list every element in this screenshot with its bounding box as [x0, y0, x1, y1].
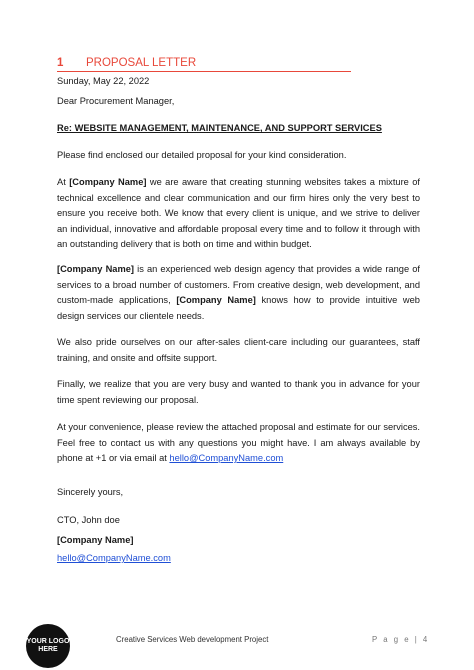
signer-company: [Company Name] [57, 535, 134, 545]
paragraph-1: At [Company Name] we are aware that creating stunning websites takes a mixture of technical excellence and clear communication and our firm hires only the very best to ensure you receive both. We know that every client is unique, and we strive to deliver an individual, innovative and affordable proposal every time and to follow it through with an outstanding delivery that is both on time and within budget. [57, 177, 420, 250]
company-logo: YOUR LOGO HERE [26, 624, 70, 668]
contact-email-link[interactable]: hello@CompanyName.com [169, 453, 284, 464]
subject-line: Re: WEBSITE MANAGEMENT, MAINTENANCE, AND SUPPORT SERVICES [57, 123, 382, 133]
footer-page-number: P a g e | 4 [372, 635, 430, 644]
paragraph-2: [Company Name] is an experienced web design agency that provides a wide range of services to a broad number of customers. From creative design, web development, and custom-made applications, [Company Name] knows how to provide intuitive web design services our clientele needs. [57, 264, 420, 321]
paragraph-4: Finally, we realize that you are very busy and wanted to thank you in advance for your time spent reviewing our proposal. [57, 379, 420, 405]
footer-project-title: Creative Services Web development Project [116, 635, 269, 644]
paragraph-5: At your convenience, please review the attached proposal and estimate for our services. Feel free to contact us with any questions you might have. I am always available by phone at +1 or via email at hello@CompanyName.com [57, 422, 420, 464]
intro-paragraph: Please find enclosed our detailed proposal for your kind consideration. [57, 150, 347, 160]
company-name-placeholder: [Company Name] [69, 177, 147, 187]
company-name-placeholder: [Company Name] [57, 264, 134, 274]
company-name-placeholder: [Company Name] [176, 295, 256, 306]
section-heading [57, 57, 351, 72]
section-number: 1 [57, 57, 64, 69]
paragraph-3: We also pride ourselves on our after-sales client-care including our guarantees, staff training, and onsite and offsite support. [57, 337, 420, 363]
salutation: Dear Procurement Manager, [57, 96, 175, 106]
section-title: PROPOSAL LETTER [86, 57, 197, 69]
closing: Sincerely yours, [57, 487, 124, 497]
signer-name: CTO, John doe [57, 515, 120, 525]
signer-email-link[interactable]: hello@CompanyName.com [57, 553, 171, 563]
letter-date: Sunday, May 22, 2022 [57, 76, 150, 86]
